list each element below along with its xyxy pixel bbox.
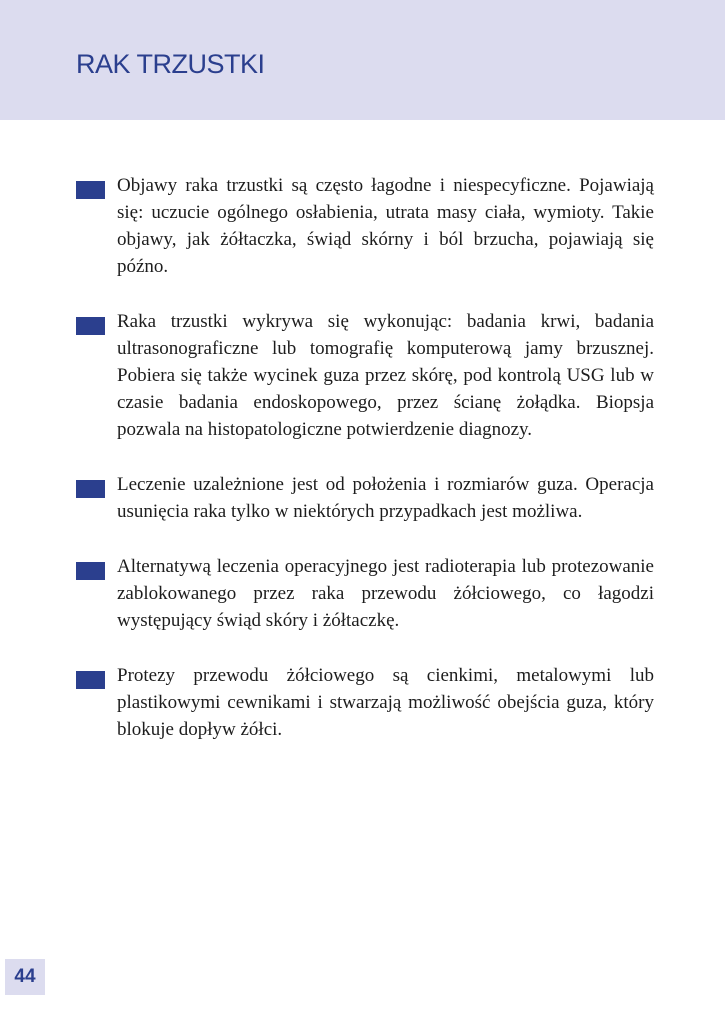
paragraph-text: Raka trzustki wykrywa się wykonując: badania krwi, badania ultrasonograficzne lub tomografię komputerową jamy brzusznej. Pobiera się także wycinek guza przez skórę, pod kontrolą USG lub w czasie badania endoskopowego, przez ścianę żołądka. Biopsja pozwala na histopatologiczne potwierdzenie diagnozy. xyxy=(117,311,654,440)
square-bullet-icon xyxy=(76,480,105,498)
square-bullet-icon xyxy=(76,317,105,335)
header-band xyxy=(0,0,725,120)
paragraph-text: Leczenie uzależnione jest od położenia i rozmiarów guza. Operacja usunięcia raka tylko w niektórych przypadkach jest możliwa. xyxy=(117,474,654,522)
page-number-box xyxy=(5,959,45,995)
paragraph-text: Objawy raka trzustki są często łagodne i niespecyficzne. Pojawiają się: uczucie ogólnego osłabienia, utrata masy ciała, wymioty. Takie objawy, jak żółtaczka, świąd skórny i ból brzucha, pojawiają się późno. xyxy=(117,175,654,277)
paragraph-item xyxy=(76,553,654,634)
paragraph-text: Protezy przewodu żółciowego są cienkimi, metalowymi lub plastikowymi cewnikami i stwarzają możliwość obejścia guza, który blokuje dopływ żółci. xyxy=(117,665,654,740)
paragraph-item xyxy=(76,662,654,743)
paragraph-item xyxy=(76,308,654,443)
square-bullet-icon xyxy=(76,181,105,199)
paragraph-item xyxy=(76,172,654,280)
square-bullet-icon xyxy=(76,671,105,689)
page-title: RAK TRZUSTKI xyxy=(76,49,265,79)
paragraph-list xyxy=(76,172,654,771)
square-bullet-icon xyxy=(76,562,105,580)
page-number: 44 xyxy=(14,966,36,987)
paragraph-text: Alternatywą leczenia operacyjnego jest radioterapia lub protezowanie zablokowanego przez raka przewodu żółciowego, co łagodzi występujący świąd skóry i żółtaczkę. xyxy=(117,556,654,631)
paragraph-item xyxy=(76,471,654,525)
